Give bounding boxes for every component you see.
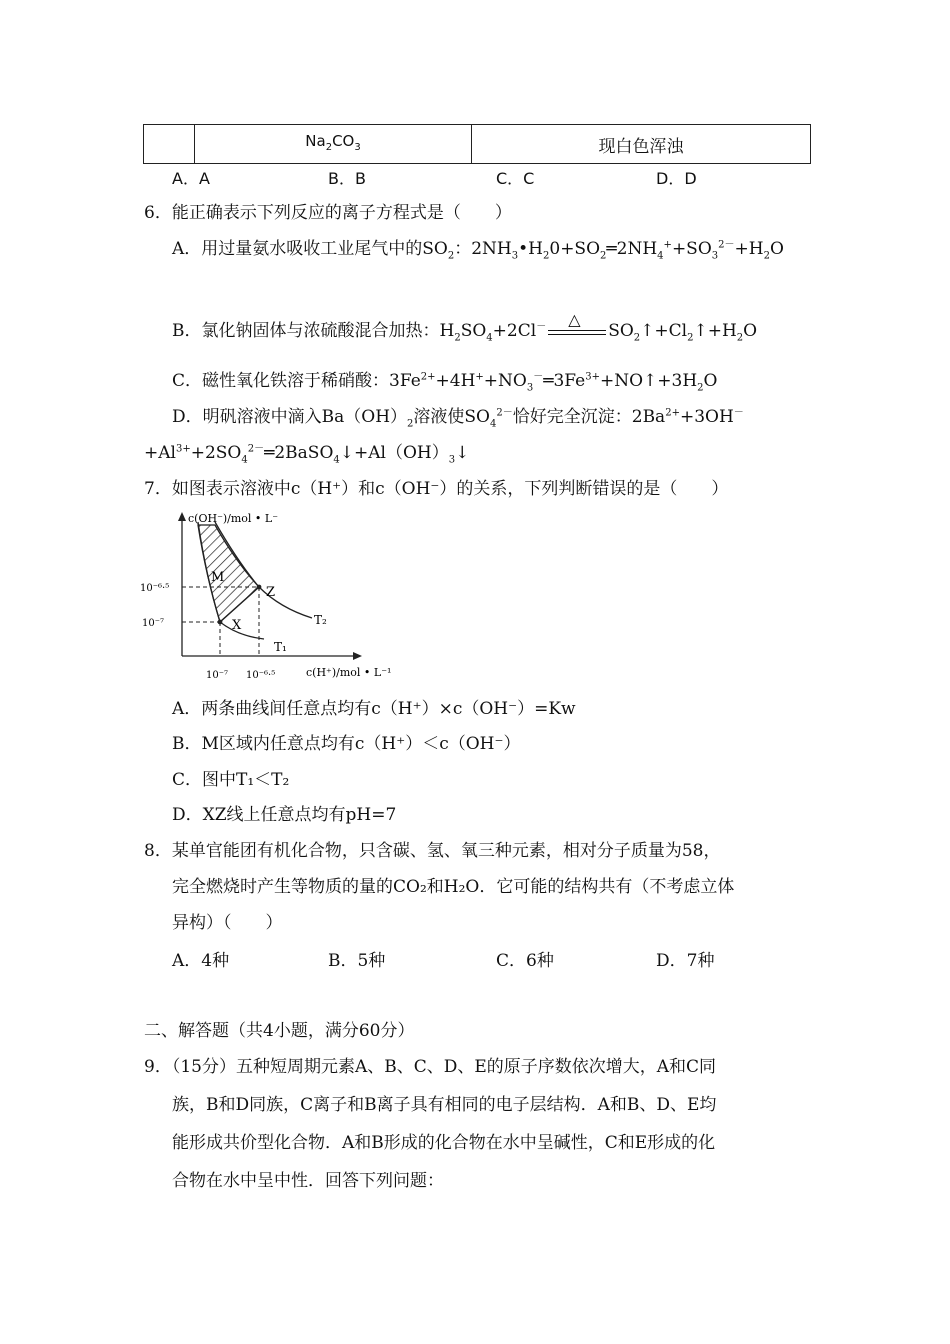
q6-option-d-line1: D．明矾溶液中滴入$Ba(OH)_2$溶液使$SO_4^{2-}$恰好完全沉淀：$2Ba^{2+}+3OH^-$ bbox=[172, 407, 744, 430]
section-2-heading: 二、解答题（共4小题，满分60分） bbox=[144, 1021, 415, 1041]
q6-option-c: C．磁性氧化铁溶于稀硝酸：$3Fe^{2+}+4H^++NO_3^-═3Fe^{3+}+NO↑+3H_2O$ bbox=[172, 371, 718, 394]
q8-option-b: B．5种 bbox=[328, 951, 386, 971]
point-x-label: X bbox=[232, 618, 242, 633]
q8-line1: 8．某单官能团有机化合物，只含碳、氢、氧三种元素，相对分子质量为58， bbox=[144, 841, 721, 861]
region-m-label: M bbox=[211, 570, 225, 585]
q9-line4: 合物在水中呈中性．回答下列问题： bbox=[172, 1171, 444, 1191]
curve-t1-label: T₁ bbox=[274, 640, 287, 654]
y-tick-high: 10⁻⁶·⁵ bbox=[140, 583, 170, 594]
x-axis-label: c(H⁺)/mol • L⁻¹ bbox=[306, 666, 392, 679]
q6-option-d-line2: $+Al^{3+}+2SO_4^{2-}═2BaSO_4↓+Al(OH)_3↓$ bbox=[144, 443, 470, 466]
q9-line3: 能形成共价型化合物．A和B形成的化合物在水中呈碱性，C和E形成的化 bbox=[172, 1133, 716, 1153]
heat-triangle-icon: △ bbox=[568, 309, 581, 329]
table-observation-cell: 现白色浑浊 bbox=[472, 125, 811, 164]
x-axis-arrow-icon bbox=[353, 652, 362, 660]
point-z-label: Z bbox=[266, 585, 276, 600]
q9-line1: 9．（15分）五种短周期元素A、B、C、D、E的原子序数依次增大，A和C同 bbox=[144, 1057, 717, 1077]
q6-stem: 6．能正确表示下列反应的离子方程式是（ ） bbox=[144, 203, 512, 223]
table-empty-cell bbox=[144, 125, 195, 164]
curve-t2-label: T₂ bbox=[314, 613, 327, 627]
y-tick-low: 10⁻⁷ bbox=[142, 618, 165, 629]
table-formula-cell: $Na_2CO_3$ bbox=[195, 125, 472, 164]
point-z-marker bbox=[257, 585, 262, 590]
x-tick-low: 10⁻⁷ bbox=[206, 670, 229, 681]
q7-option-c: C．图中T₁＜T₂ bbox=[172, 770, 290, 790]
q8-line3: 异构）（ ） bbox=[172, 913, 283, 933]
y-axis-label: c(OH⁻)/mol • L⁻ bbox=[188, 512, 279, 525]
q7-stem: 7．如图表示溶液中c（H⁺）和c（OH⁻）的关系，下列判断错误的是（ ） bbox=[144, 479, 729, 499]
y-axis-arrow-icon bbox=[178, 512, 186, 521]
q8-option-d: D．7种 bbox=[656, 951, 715, 971]
q7-option-a: A．两条曲线间任意点均有c（H⁺）×c（OH⁻）=Kw bbox=[172, 699, 576, 719]
q8-line2: 完全燃烧时产生等物质的量的CO₂和H₂O．它可能的结构共有（不考虑立体 bbox=[172, 877, 735, 897]
q8-option-a: A．4种 bbox=[172, 951, 230, 971]
q7-option-b: B．M区域内任意点均有c（H⁺）＜c（OH⁻） bbox=[172, 734, 521, 754]
q7-option-d: D．XZ线上任意点均有pH=7 bbox=[172, 805, 397, 825]
heating-equals-sign bbox=[546, 309, 608, 339]
point-x-marker bbox=[218, 620, 223, 625]
x-tick-high: 10⁻⁶·⁵ bbox=[246, 670, 276, 681]
q5-option-a: A．A bbox=[172, 169, 210, 188]
answer-table bbox=[143, 124, 811, 164]
q6-option-b: B．氯化钠固体与浓硫酸混合加热：$H_2SO_4+2Cl^-$ △ $SO_2↑+Cl_2↑+H_2O$ bbox=[172, 309, 758, 344]
q5-option-d: D．D bbox=[656, 169, 697, 188]
q5-option-b: B．B bbox=[328, 169, 366, 188]
q7-graph bbox=[138, 508, 400, 684]
q9-line2: 族，B和D同族，C离子和B离子具有相同的电子层结构．A和B、D、E均 bbox=[172, 1095, 717, 1115]
q8-option-c: C．6种 bbox=[496, 951, 554, 971]
q5-option-c: C．C bbox=[496, 169, 535, 188]
q6-option-a: A．用过量氨水吸收工业尾气中的$SO_2$：$2NH_3•H_20+SO_2═2NH_4^++SO_3^{2-}+H_2O$ bbox=[172, 239, 784, 262]
